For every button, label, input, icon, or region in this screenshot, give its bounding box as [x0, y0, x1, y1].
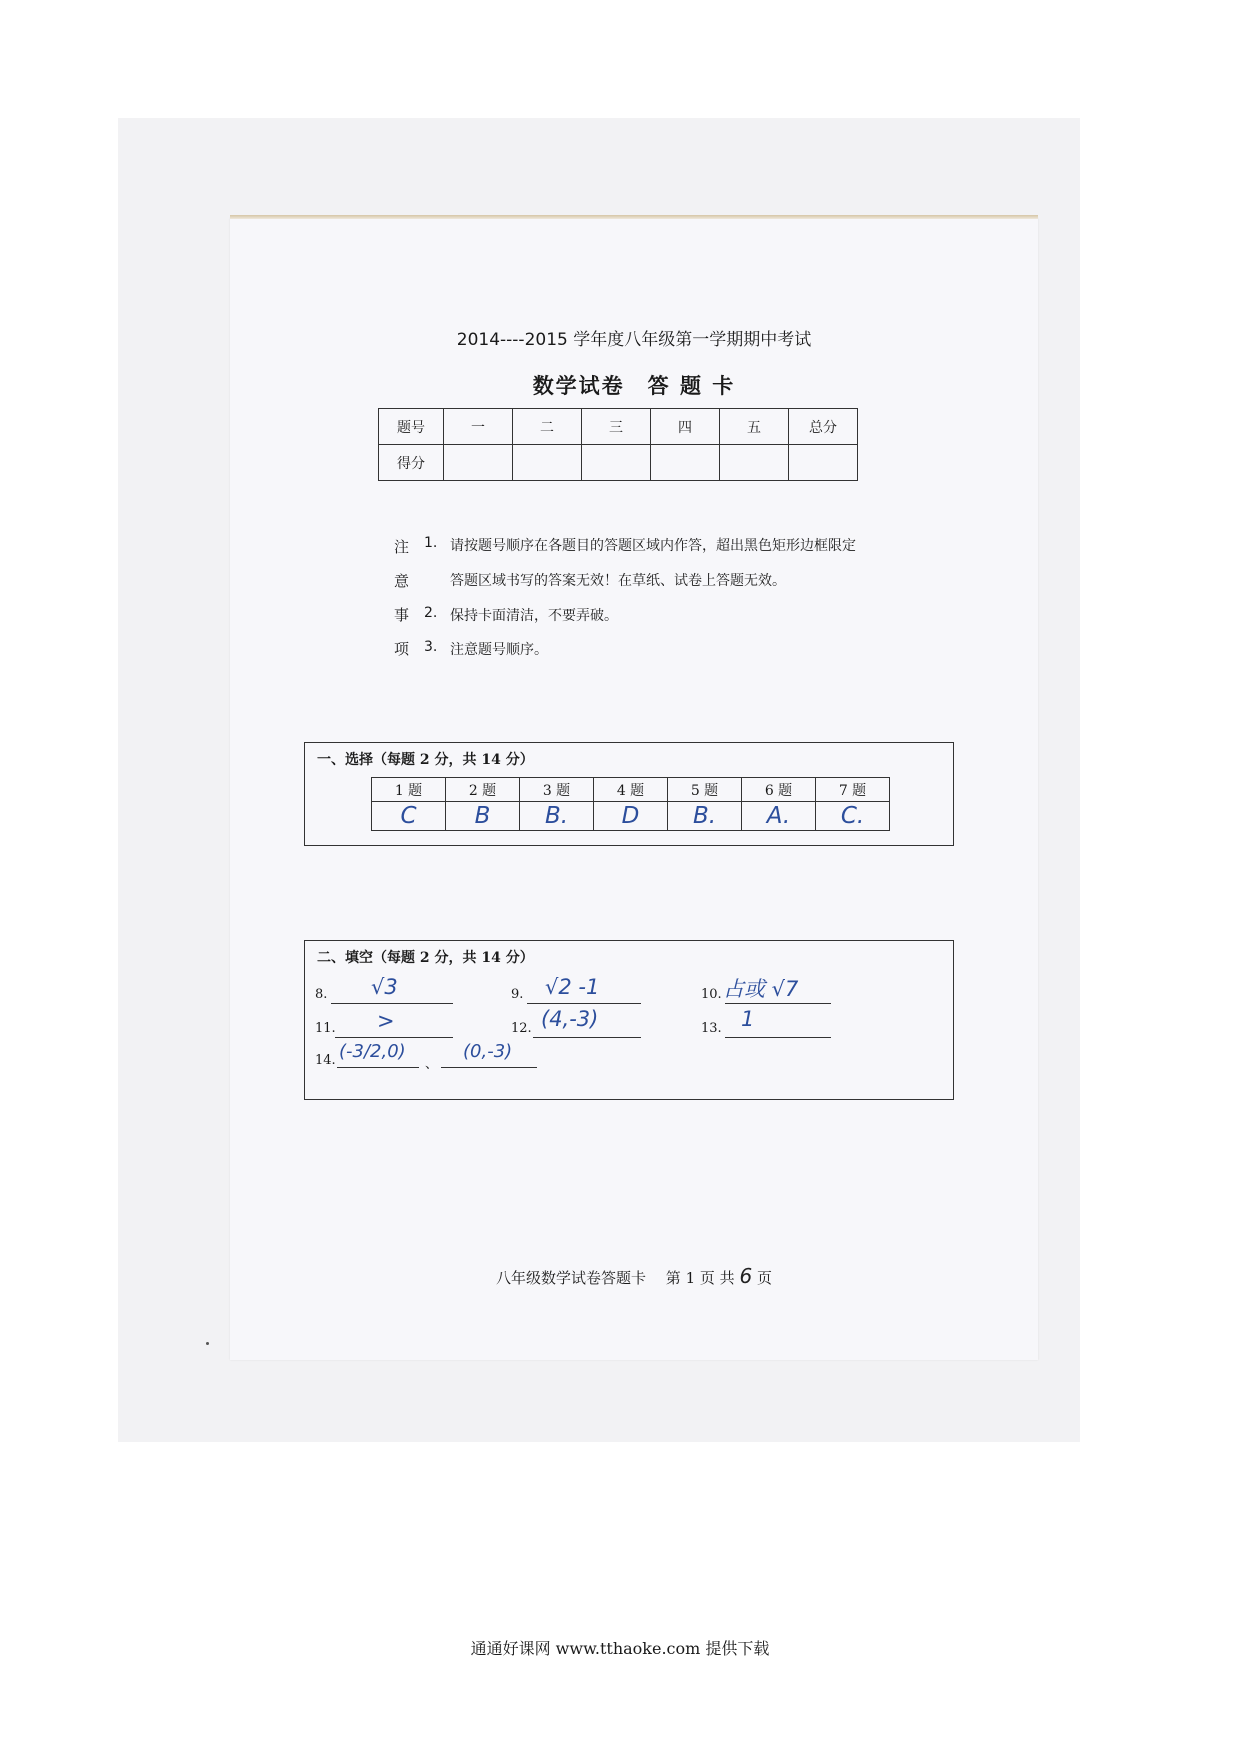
notice-text: 注意题号顺序。: [450, 642, 548, 658]
scan-speck: [206, 1342, 209, 1345]
question-number: 9.: [511, 987, 524, 1002]
notice-text: 请按题号顺序在各题目的答题区域内作答，超出黑色矩形边框限定: [450, 538, 856, 554]
page-info: 八年级数学试卷答题卡 第 1 页 共: [496, 1269, 735, 1287]
question-header: 6 题: [742, 778, 816, 802]
question-number: 12.: [511, 1021, 532, 1036]
answer-separator: 、: [425, 1057, 439, 1072]
score-cell: [444, 445, 513, 481]
choice-answer-row: [372, 802, 890, 831]
sheet-footer: [230, 1264, 1038, 1288]
site-footer: 通通好课网 www.tthaoke.com 提供下载: [470, 1639, 770, 1658]
question-number: 11.: [315, 1021, 336, 1036]
fill-answer: √2 -1: [545, 975, 600, 999]
fill-answer: (0,-3): [463, 1041, 513, 1062]
choice-answer: B: [446, 802, 520, 831]
choice-table: [371, 777, 890, 831]
fill-answer: >: [377, 1009, 395, 1033]
question-number: 8.: [315, 987, 328, 1002]
column-header: 四: [651, 409, 720, 445]
row-label: 题号: [379, 409, 444, 445]
question-number: 14.: [315, 1053, 336, 1068]
score-cell: [720, 445, 789, 481]
notice-number: 2.: [424, 605, 438, 621]
column-header: 总分: [789, 409, 858, 445]
notice-text: 保持卡面清洁，不要弄破。: [450, 608, 618, 624]
question-number: 10.: [701, 987, 722, 1002]
fill-section: [304, 940, 954, 1100]
answer-sheet: [230, 218, 1038, 1360]
question-header: 5 题: [668, 778, 742, 802]
exam-title: 2014----2015 学年度八年级第一学期期中考试: [456, 330, 812, 350]
choice-answer: C.: [816, 802, 890, 831]
choice-section: [304, 742, 954, 846]
column-header: 五: [720, 409, 789, 445]
score-table: [378, 408, 858, 481]
column-header: 一: [444, 409, 513, 445]
choice-answer: B.: [668, 802, 742, 831]
notice-text: 答题区域书写的答案无效！在草纸、试卷上答题无效。: [450, 573, 786, 589]
fill-answer: 1: [741, 1007, 755, 1031]
row-label: 得分: [379, 445, 444, 481]
question-header: 7 题: [816, 778, 890, 802]
section-title: 一、选择（每题 2 分，共 14 分）: [317, 752, 534, 768]
question-header: 2 题: [446, 778, 520, 802]
section-title: 二、填空（每题 2 分，共 14 分）: [317, 950, 534, 966]
notice-label: 注意事项: [394, 538, 410, 658]
score-cell: [513, 445, 582, 481]
score-cell: [651, 445, 720, 481]
fill-answer: (-3/2,0): [339, 1041, 406, 1062]
notice-number: 1.: [424, 535, 438, 551]
question-header: 4 题: [594, 778, 668, 802]
score-cell: [789, 445, 858, 481]
column-header: 二: [513, 409, 582, 445]
question-header: 1 题: [372, 778, 446, 802]
choice-answer: D: [594, 802, 668, 831]
score-cell: [582, 445, 651, 481]
fill-answer: (4,-3): [541, 1007, 599, 1031]
question-header: 3 题: [520, 778, 594, 802]
choice-header-row: [372, 778, 890, 802]
total-pages: 6: [739, 1264, 753, 1288]
notice-list: [424, 535, 924, 675]
fill-answer: √3: [371, 975, 398, 999]
score-value-row: [379, 445, 858, 481]
paper-edge: [230, 215, 1038, 219]
notice-number: 3.: [424, 639, 438, 655]
card-title: 数学试卷 答 题 卡: [532, 373, 736, 398]
fill-answer: 占或 √7: [723, 977, 799, 1001]
column-header: 三: [582, 409, 651, 445]
page-suffix: 页: [756, 1269, 772, 1287]
choice-answer: B.: [520, 802, 594, 831]
score-header-row: [379, 409, 858, 445]
choice-answer: C: [372, 802, 446, 831]
question-number: 13.: [701, 1021, 722, 1036]
choice-answer: A.: [742, 802, 816, 831]
